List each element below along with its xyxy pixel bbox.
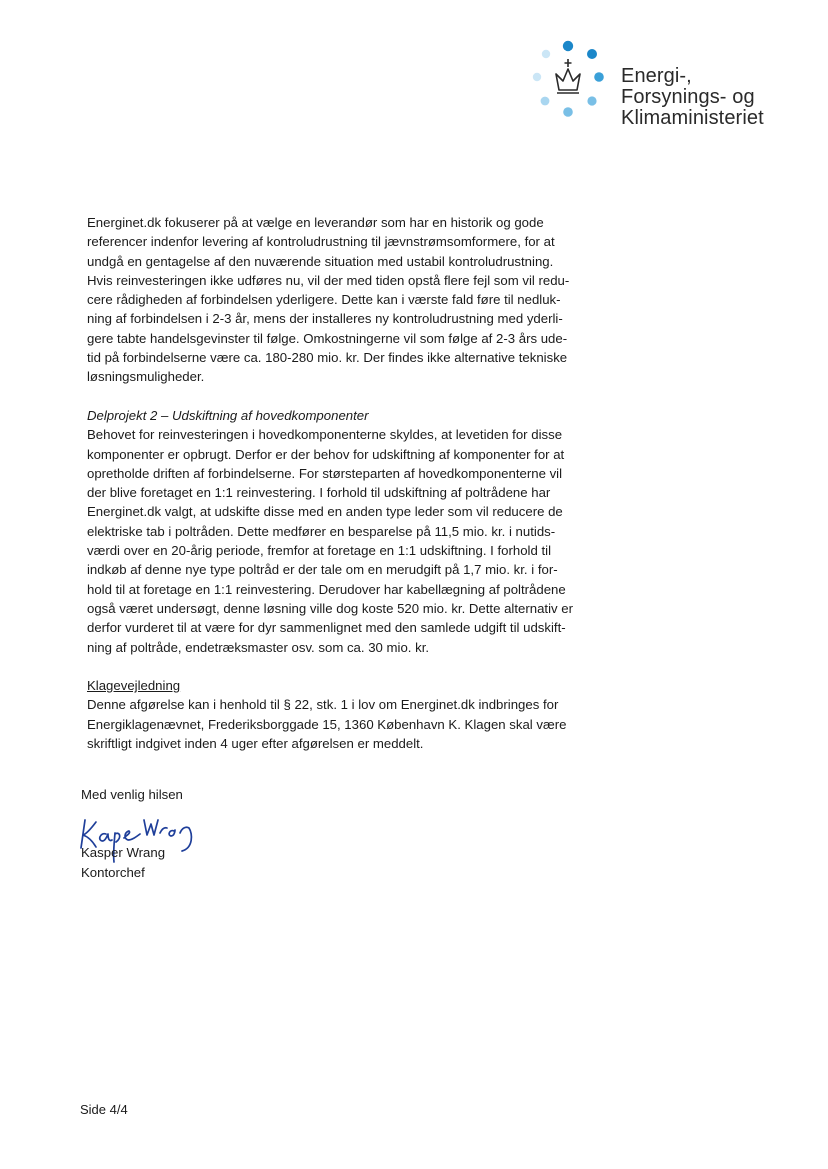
ministry-name [621,66,764,129]
section-heading: Delprojekt 2 – Udskiftning af hovedkomponenter [87,408,369,423]
page-number: Side 4/4 [80,1102,128,1117]
signatory-name: Kasper Wrang [81,845,166,860]
section-delprojekt-2 [87,406,627,657]
crown-logo-icon [526,38,618,128]
section-delprojekt-1-text [87,213,627,387]
closing-greeting: Med venlig hilsen [81,787,183,802]
paragraph: Energinet.dk fokuserer på at vælge en leverandør som har en historik og gode referencer indenfor levering af kontroludrustning til jævnstrømsomformere, for at undgå en gentagelse af den nuværende situation med ustabil kontroludrustning. Hvis reinvesteringen ikke udføres nu, vil der med tiden opstå flere fejl som vil redu- cere rådigheden af forbindelsen yderligere. Dette kan i værste fald føre til nedluk- ning af forbindelsen i 2-3 år, mens der installeres ny kontroludrustning med yderli- gere tabte handelsgevinster til følge. Omkostningerne vil som følge af 2-3 års ude- tid på forbindelserne være ca. 180-280 mio. kr. Der findes ikke alternative tekniske løsningsmuligheder. [87,215,570,385]
section-klagevejledning [87,676,627,753]
signatory-title: Kontorchef [81,865,145,880]
paragraph: Denne afgørelse kan i henhold til § 22, stk. 1 i lov om Energinet.dk indbringes for Energiklagenævnet, Frederiksborggade 15, 1360 København K. Klagen skal være skriftligt indgivet inden 4 uger efter afgørelsen er meddelt. [87,697,567,751]
ministry-name-line-3: Klimaministeriet [621,107,764,129]
ministry-logo [526,38,786,148]
paragraph: Behovet for reinvesteringen i hovedkomponenterne skyldes, at levetiden for disse komponenter er opbrugt. Derfor er der behov for udskiftning af komponenter for at opretholde driften af forbindelserne. For størsteparten af hovedkomponenterne vil der blive foretaget en 1:1 reinvestering. I forhold til udskiftning af poltrådene har Energinet.dk valgt, at udskifte disse med en anden type leder som vil reducere de elektriske tab i poltråden. Dette medfører en besparelse på 11,5 mio. kr. i nutids- værdi over en 20-årig periode, fremfor at foretage en 1:1 udskiftning. I forhold til indkøb af denne nye type poltråd er der tale om en merudgift på 1,7 mio. kr. i for- hold til at foretage en 1:1 reinvestering. Derudover har kabellægning af poltrådene også været undersøgt, denne løsning ville dog koste 520 mio. kr. Dette alternativ er derfor vurderet til at være for dyr sammenlignet med den samlede udgift til udskift- ning af poltråde, endetræksmaster osv. som ca. 30 mio. kr. [87,427,573,655]
section-heading: Klagevejledning [87,678,181,693]
ministry-name-line-1: Energi-, [621,65,692,87]
ministry-name-line-2: Forsynings- og [621,86,755,108]
